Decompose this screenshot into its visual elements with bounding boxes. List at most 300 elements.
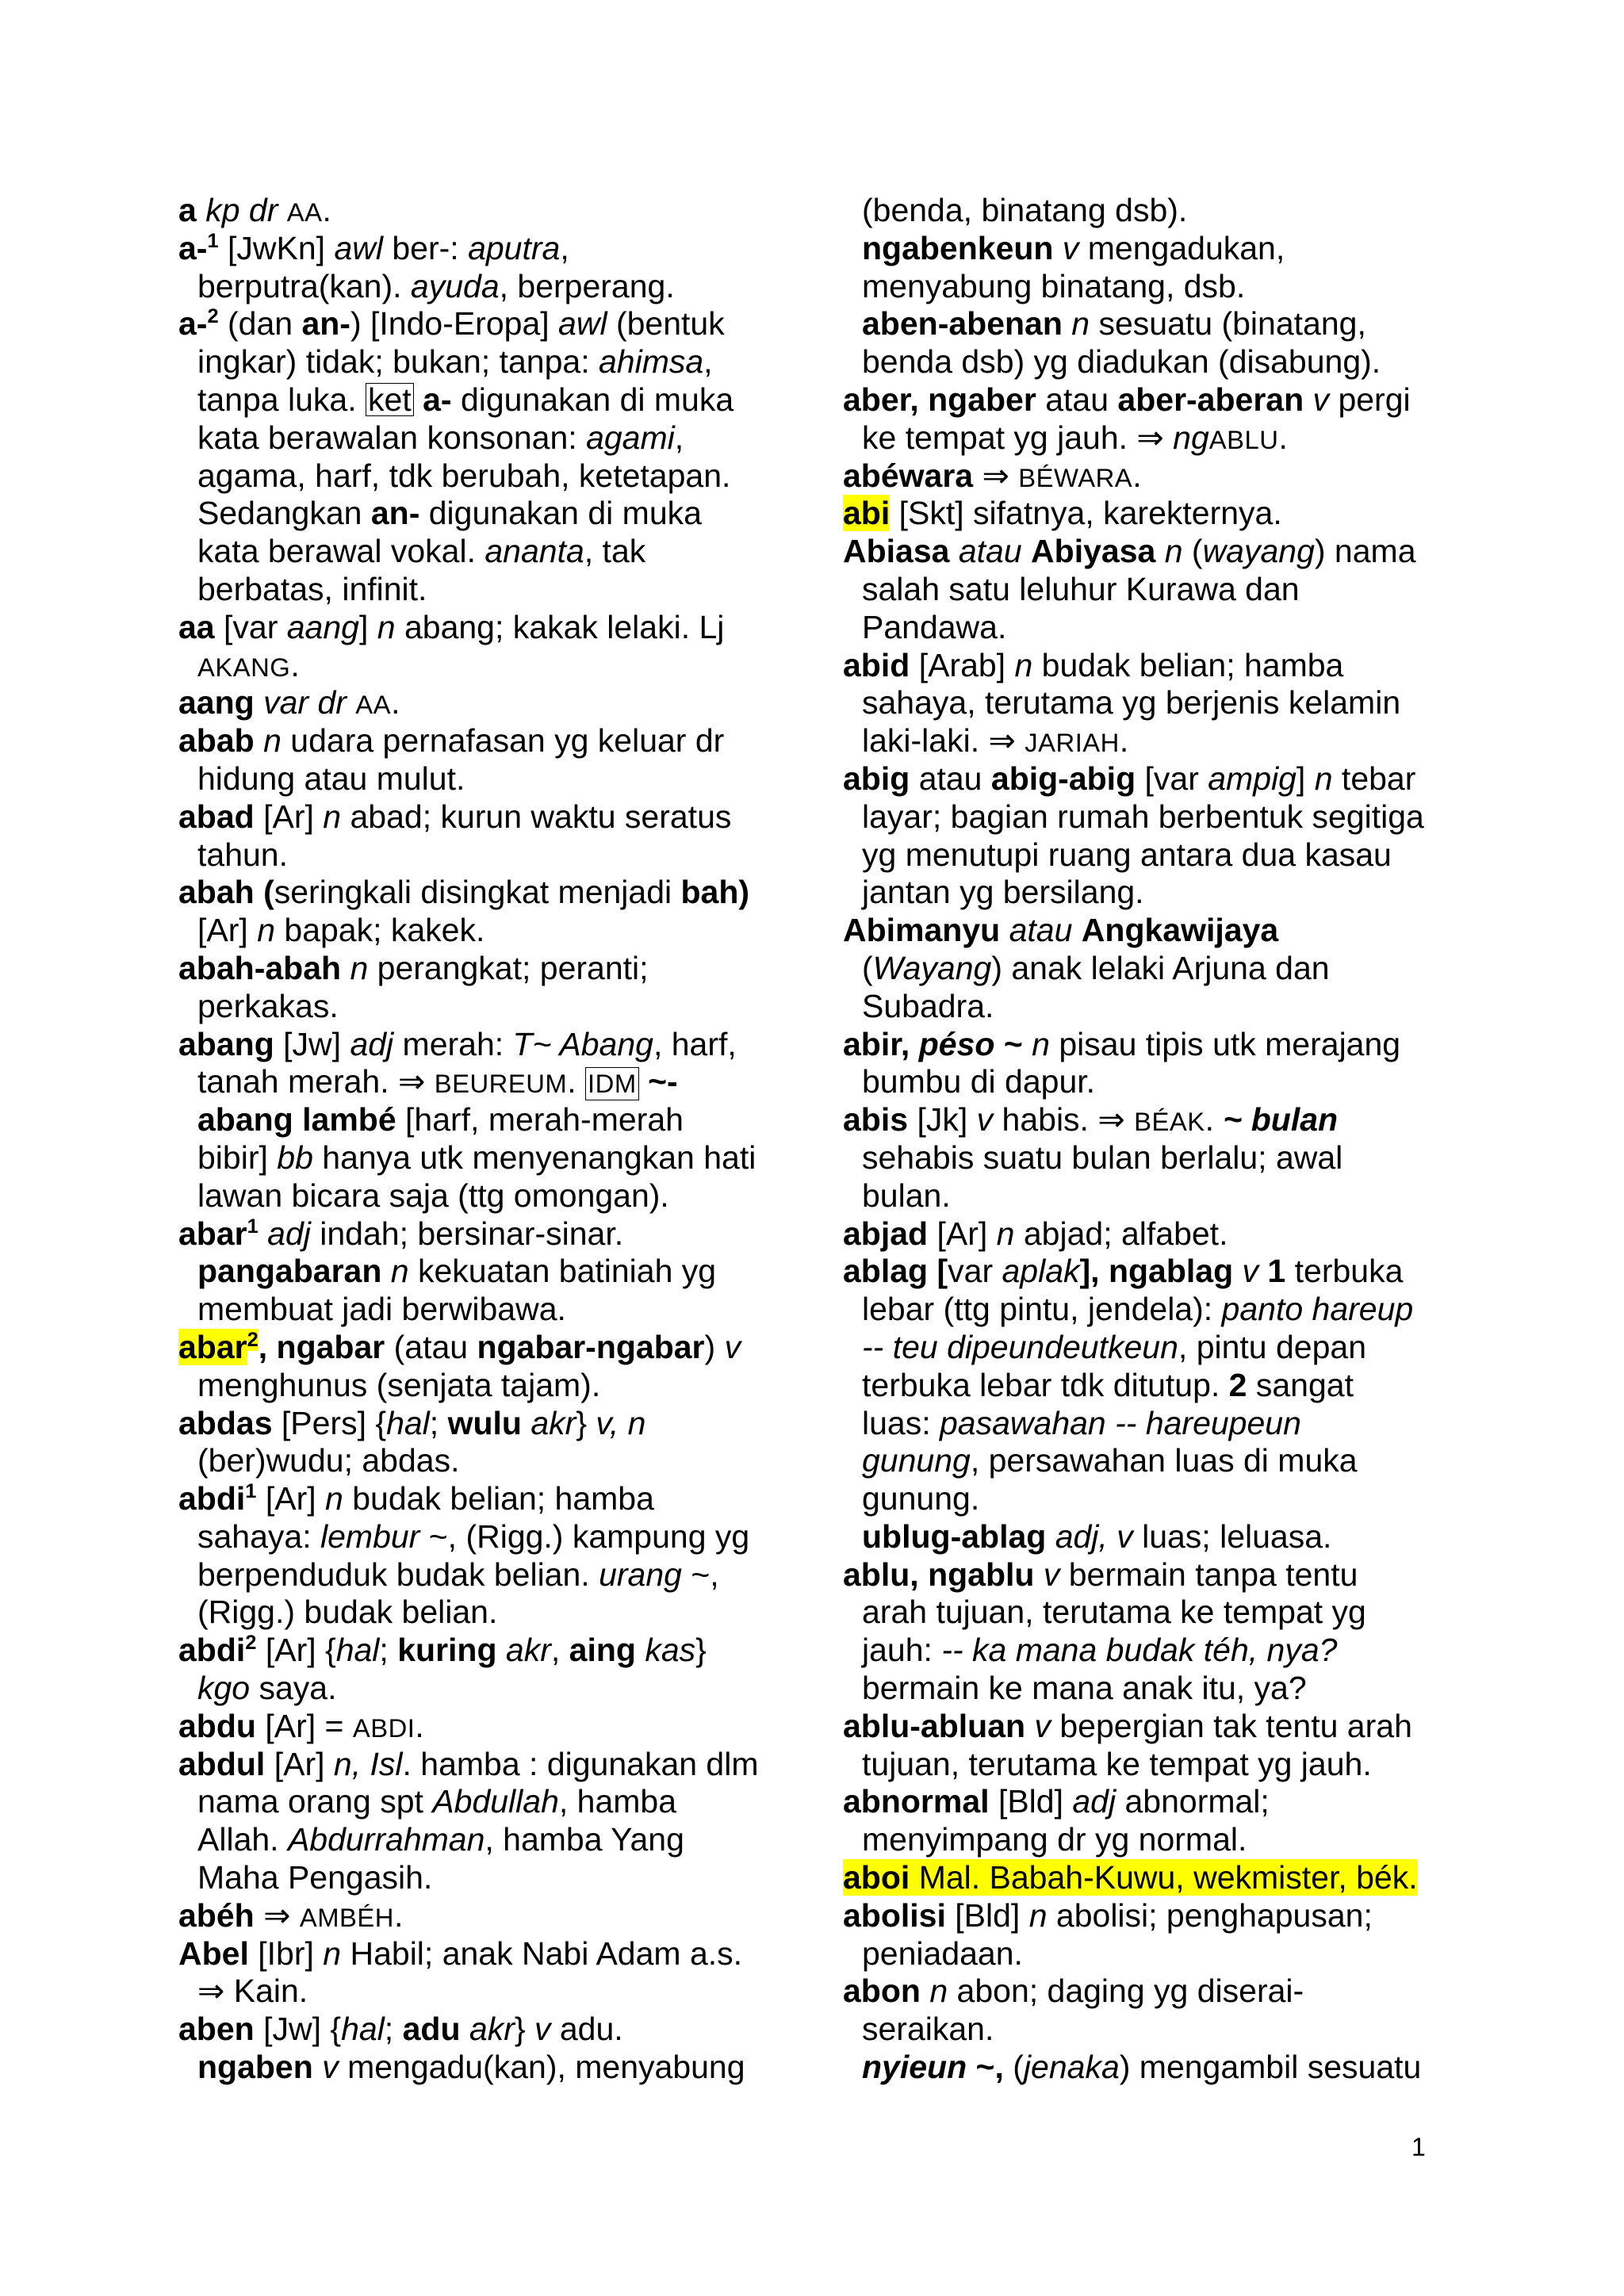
- text: ]: [1296, 760, 1315, 797]
- italic-text: n: [323, 1934, 350, 1972]
- text: peniadaan.: [862, 1934, 1023, 1972]
- dictionary-entry: [178, 1329, 797, 1405]
- dictionary-entry: [178, 2011, 797, 2087]
- homonym-number: 1: [247, 1215, 259, 1238]
- entry-continuation-line: [843, 1670, 1461, 1708]
- italic-text: v: [312, 2049, 348, 2086]
- entry-continuation-line: [178, 571, 797, 609]
- italic-text: gunung: [862, 1442, 971, 1479]
- entry-first-line: [178, 1329, 797, 1367]
- italic-text: hal: [341, 2011, 385, 2048]
- bold-text: Abiyasa: [1031, 533, 1156, 570]
- text: kekuatan batiniah yg: [417, 1253, 717, 1290]
- text: Allah.: [197, 1821, 288, 1858]
- dictionary-entry: [178, 1215, 797, 1329]
- dictionary-entry: [178, 192, 797, 230]
- left-column: [178, 192, 797, 2087]
- entry-continuation-line: [178, 268, 797, 306]
- bold-text: , ngabar: [258, 1328, 385, 1365]
- bold-text: an-: [301, 305, 350, 342]
- italic-text: -- teu dipeundeutkeun: [862, 1328, 1178, 1365]
- italic-text: n: [381, 1253, 418, 1290]
- text: ) mengambil sesuatu: [1119, 2049, 1422, 2086]
- bold-text: a-: [413, 381, 452, 418]
- cross-reference: ABLU: [1208, 424, 1279, 454]
- entry-continuation-line: [843, 950, 1461, 988]
- text: tebar: [1341, 760, 1416, 797]
- entry-continuation-line: [178, 2049, 797, 2087]
- bold-text: ~,: [967, 2049, 1004, 2086]
- text: , berperang.: [499, 267, 675, 304]
- headword: aber, ngaber: [843, 381, 1036, 418]
- entry-first-line: [178, 1897, 797, 1935]
- text: .: [290, 646, 300, 683]
- entry-continuation-line: [843, 874, 1461, 912]
- dictionary-entry: [178, 1405, 797, 1481]
- text: .: [1205, 1101, 1224, 1138]
- cross-reference: AMBÉH: [299, 1902, 394, 1932]
- entry-first-line: [178, 1632, 797, 1670]
- entry-continuation-line: [178, 1291, 797, 1329]
- text: [Ar]: [254, 798, 324, 835]
- text: }: [695, 1632, 707, 1669]
- italic-text: awl: [334, 229, 383, 266]
- text: [Ibr]: [248, 1934, 324, 1972]
- text: budak belian; hamba: [1041, 646, 1344, 683]
- entry-first-line: [843, 1973, 1461, 2011]
- headword: abah-abah: [178, 949, 342, 986]
- text: bermain tanpa tentu: [1068, 1556, 1358, 1593]
- dictionary-entry: [843, 760, 1461, 912]
- text: ~,: [681, 1556, 719, 1593]
- dictionary-entry: [843, 381, 1461, 457]
- italic-text: n: [257, 912, 285, 949]
- text: [Ar] =: [255, 1707, 353, 1744]
- cross-reference: AA: [286, 197, 323, 227]
- text: ,: [560, 229, 569, 266]
- text: .: [1278, 419, 1288, 456]
- dictionary-entry: [843, 1783, 1461, 1859]
- italic-text: n: [1314, 760, 1342, 797]
- italic-text: adj: [350, 1025, 394, 1062]
- dictionary-entry: [178, 1480, 797, 1632]
- text: ke tempat yg jauh. ⇒: [862, 419, 1174, 456]
- italic-text: n: [996, 1215, 1024, 1252]
- italic-text: n: [920, 1973, 957, 2010]
- italic-text: ng: [1173, 419, 1209, 456]
- text: var: [948, 1253, 1002, 1290]
- dictionary-entry: [843, 533, 1461, 646]
- headword: abad: [178, 798, 255, 835]
- entry-continuation-line: [843, 1329, 1461, 1367]
- text: , harf,: [653, 1025, 737, 1062]
- text: [Pers] {: [272, 1404, 387, 1441]
- text: sangat: [1247, 1366, 1354, 1403]
- entry-continuation-line: [178, 1821, 797, 1859]
- dictionary-entry: [178, 305, 797, 608]
- bold-text: abang lambé: [197, 1101, 396, 1138]
- italic-text: aputra: [468, 229, 561, 266]
- text: .: [322, 192, 331, 228]
- dictionary-entry: [178, 1897, 797, 1935]
- text: yg menutupi ruang antara dua kasau: [862, 836, 1392, 873]
- dictionary-entry: [843, 1859, 1461, 1897]
- entry-continuation-line: [843, 192, 1461, 230]
- entry-first-line: [843, 495, 1461, 533]
- cross-reference: AA: [355, 690, 392, 720]
- headword: abar: [178, 1215, 247, 1252]
- text: , tak: [584, 533, 646, 570]
- bold-text: ~: [994, 1025, 1023, 1062]
- text: ~, (Rigg.) kampung yg: [419, 1517, 750, 1555]
- bold-text: pangabaran: [197, 1253, 382, 1290]
- entry-continuation-line: [843, 1935, 1461, 1973]
- usage-label-box: IDM: [585, 1067, 639, 1100]
- italic-text: n: [1155, 533, 1192, 570]
- italic-text: akr: [460, 2011, 515, 2048]
- text: [Bld]: [989, 1783, 1073, 1820]
- entry-first-line: [178, 305, 797, 343]
- entry-continuation-line: [178, 1367, 797, 1405]
- italic-text: kas: [635, 1632, 696, 1669]
- text: [Ar]: [265, 1745, 334, 1782]
- headword: a-: [178, 305, 208, 342]
- italic-text: aang: [286, 608, 359, 645]
- text: bermain ke mana anak itu, ya?: [862, 1670, 1307, 1707]
- entry-continuation-line: [178, 381, 797, 419]
- italic-text: agami: [586, 419, 675, 456]
- dictionary-entry: [178, 230, 797, 306]
- italic-text: adj, v: [1046, 1517, 1143, 1555]
- entry-continuation-line: [178, 1139, 797, 1177]
- dictionary-entry: [843, 912, 1461, 1025]
- text: [JwKn]: [218, 229, 335, 266]
- bold-text: ngabar-ngabar: [477, 1328, 705, 1365]
- entry-continuation-line: [843, 419, 1461, 457]
- headword: abir,: [843, 1025, 919, 1062]
- entry-continuation-line: [178, 1101, 797, 1139]
- text: berpenduduk budak belian.: [197, 1556, 599, 1593]
- cross-reference: JARIAH: [1025, 728, 1120, 758]
- italic-text: ayuda: [410, 267, 500, 304]
- text: [Ar]: [256, 1480, 326, 1517]
- italic-text: ahimsa: [598, 343, 704, 381]
- entry-first-line: [843, 1897, 1461, 1935]
- entry-continuation-line: [843, 1405, 1461, 1443]
- bold-text: wulu: [447, 1404, 522, 1441]
- entry-continuation-line: [178, 495, 797, 533]
- bold-text: ublug-ablag: [862, 1517, 1047, 1555]
- headword: Abimanyu: [843, 912, 1001, 949]
- text: Subadra.: [862, 987, 994, 1024]
- homonym-number: 1: [245, 1479, 257, 1502]
- text: ⇒: [973, 457, 1019, 494]
- dictionary-entry: [843, 1708, 1461, 1784]
- entry-continuation-line: [178, 343, 797, 381]
- text: digunakan di muka: [419, 495, 702, 532]
- entry-first-line: [178, 1708, 797, 1746]
- headword: abolisi: [843, 1896, 946, 1934]
- italic-text: n: [323, 798, 350, 835]
- dictionary-entry: [178, 609, 797, 685]
- italic-text: pasawahan -- hareupeun: [940, 1404, 1301, 1441]
- homonym-number: 2: [207, 305, 219, 328]
- italic-text: akr: [496, 1632, 551, 1669]
- headword: abon: [843, 1973, 921, 2010]
- italic-text: v: [1304, 381, 1339, 418]
- bold-text: péso: [918, 1025, 995, 1062]
- italic-text: v: [1233, 1253, 1268, 1290]
- entry-first-line: [178, 1405, 797, 1443]
- dictionary-entry: [178, 684, 797, 722]
- text: hidung atau mulut.: [197, 760, 465, 797]
- text: arah tujuan, terutama ke tempat yg: [862, 1594, 1366, 1631]
- dictionary-entry: [178, 874, 797, 950]
- italic-text: kp dr: [196, 192, 287, 228]
- dictionary-entry: [843, 1026, 1461, 1102]
- text: [Bld]: [945, 1896, 1029, 1934]
- text: [Skt] sifatnya, karekternya.: [890, 495, 1282, 532]
- text: abang; kakak lelaki. Lj: [395, 608, 725, 645]
- text: ⇒ Kain.: [197, 1973, 308, 2010]
- text: (: [1191, 533, 1203, 570]
- text: menyimpang dr yg normal.: [862, 1821, 1247, 1858]
- text: tujuan, terutama ke tempat yg jauh.: [862, 1745, 1372, 1782]
- text: benda dsb) yg diadukan (disabung).: [862, 343, 1381, 381]
- bold-text: Angkawijaya: [1081, 912, 1279, 949]
- entry-first-line: [178, 1935, 797, 1973]
- entry-first-line: [843, 457, 1461, 496]
- entry-continuation-line: [178, 419, 797, 457]
- text: bulan.: [862, 1177, 951, 1214]
- entry-continuation-line: [843, 722, 1461, 760]
- text: atau: [910, 760, 991, 797]
- entry-first-line: [178, 1746, 797, 1784]
- text: Mal. Babah-Kuwu, wekmister, bék.: [910, 1859, 1418, 1896]
- text: .: [393, 1896, 404, 1934]
- italic-text: aplak: [1002, 1253, 1080, 1290]
- headword: aa: [178, 608, 215, 645]
- text: ): [704, 1328, 725, 1365]
- italic-text: Abdullah: [432, 1783, 559, 1820]
- italic-text: panto hareup: [1221, 1291, 1414, 1328]
- entry-continuation-line: [178, 912, 797, 950]
- entry-continuation-line: [843, 1177, 1461, 1215]
- text: merah:: [393, 1025, 513, 1062]
- text: ;: [379, 1632, 398, 1669]
- text: salah satu leluhur Kurawa dan: [862, 570, 1300, 607]
- text: (dan: [218, 305, 302, 342]
- dictionary-entry: [178, 1026, 797, 1215]
- dictionary-entry: [843, 1556, 1461, 1708]
- headword: abar: [178, 1328, 247, 1365]
- cross-reference: ABDI: [352, 1712, 416, 1743]
- text: layar; bagian rumah berbentuk segitiga: [862, 798, 1424, 835]
- headword: abang: [178, 1025, 274, 1062]
- homonym-number: 1: [207, 229, 219, 252]
- headword: aben: [178, 2011, 255, 2048]
- text: abon; daging yg diserai-: [956, 1973, 1304, 2010]
- entry-first-line: [178, 1215, 797, 1253]
- dictionary-entry: [843, 1215, 1461, 1253]
- text: Pandawa.: [862, 608, 1007, 645]
- text: membuat jadi berwibawa.: [197, 1291, 566, 1328]
- dictionary-entry: [843, 457, 1461, 496]
- text: abnormal;: [1124, 1783, 1270, 1820]
- bold-text: ], ngablag: [1079, 1253, 1234, 1290]
- headword: abdi: [178, 1480, 246, 1517]
- dictionary-entry: [843, 1101, 1461, 1215]
- entry-continuation-line: [843, 1139, 1461, 1177]
- text: hanya utk menyenangkan hati: [322, 1138, 756, 1176]
- bold-text: nyieun: [862, 2049, 967, 2086]
- headword: aang: [178, 684, 255, 721]
- entry-first-line: [843, 1783, 1461, 1821]
- text: seraikan.: [862, 2011, 994, 2048]
- italic-text: n: [1014, 646, 1042, 683]
- cross-reference: BÉWARA: [1018, 462, 1133, 492]
- italic-text: v: [1025, 1707, 1060, 1744]
- headword: abi: [843, 495, 891, 532]
- entry-continuation-line: [178, 533, 797, 571]
- headword: a: [178, 192, 197, 228]
- entry-continuation-line: [843, 1442, 1461, 1480]
- bold-text: 1: [1267, 1253, 1286, 1290]
- headword: ablag [: [843, 1253, 948, 1290]
- entry-first-line: [178, 798, 797, 836]
- entry-first-line: [178, 1480, 797, 1518]
- entry-continuation-line: [178, 1783, 797, 1821]
- entry-first-line: [843, 1708, 1461, 1746]
- text: ingkar) tidak; bukan; tanpa:: [197, 343, 599, 381]
- entry-first-line: [843, 760, 1461, 798]
- text: pisau tipis utk merajang: [1059, 1025, 1401, 1062]
- italic-text: awl: [558, 305, 607, 342]
- entry-continuation-line: [843, 2011, 1461, 2049]
- headword: abid: [843, 646, 910, 683]
- italic-text: jenaka: [1023, 2049, 1120, 2086]
- entry-continuation-line: [178, 760, 797, 798]
- text: Sedangkan: [197, 495, 371, 532]
- entry-continuation-line: [843, 798, 1461, 836]
- text: ber-:: [382, 229, 469, 266]
- text: ,: [674, 419, 684, 456]
- dictionary-entry: [178, 1935, 797, 2011]
- text: .: [567, 1063, 586, 1100]
- text: nama orang spt: [197, 1783, 433, 1820]
- text: jauh:: [862, 1632, 942, 1669]
- text: luas:: [862, 1404, 940, 1441]
- text: bibir]: [197, 1138, 278, 1176]
- text: laki-laki. ⇒: [862, 722, 1025, 760]
- text: ;: [429, 1404, 448, 1441]
- text: ,: [550, 1632, 569, 1669]
- text: ⇒: [254, 1896, 300, 1934]
- entry-continuation-line: [178, 1670, 797, 1708]
- italic-text: var dr: [254, 684, 356, 721]
- dictionary-entry: [178, 1746, 797, 1897]
- headword: abah (: [178, 874, 274, 911]
- entry-first-line: [843, 533, 1461, 571]
- entry-continuation-line: [843, 2049, 1461, 2087]
- headword: abig: [843, 760, 910, 797]
- headword: abdu: [178, 1707, 256, 1744]
- bold-text: abig-abig: [990, 760, 1136, 797]
- headword: Abiasa: [843, 533, 950, 570]
- entry-first-line: [843, 1215, 1461, 1253]
- dictionary-entry: [178, 1632, 797, 1708]
- text: udara pernafasan yg keluar dr: [290, 722, 725, 760]
- text: sesuatu (binatang,: [1098, 305, 1366, 342]
- dictionary-entry: [843, 1253, 1461, 1556]
- entry-first-line: [843, 1859, 1461, 1897]
- bold-text: ngabenkeun: [862, 229, 1054, 266]
- bold-text: ~ bulan: [1223, 1101, 1339, 1138]
- text: lebar (ttg pintu, jendela):: [862, 1291, 1222, 1328]
- headword: Abel: [178, 1934, 249, 1972]
- headword: abéwara: [843, 457, 974, 494]
- italic-text: atau: [1000, 912, 1082, 949]
- text: , hamba: [558, 1783, 677, 1820]
- italic-text: Abdurrahman: [287, 1821, 485, 1858]
- text: terbuka: [1285, 1253, 1404, 1290]
- dictionary-entry: [843, 495, 1461, 533]
- italic-text: adj: [258, 1215, 320, 1252]
- entry-first-line: [843, 381, 1461, 419]
- text: [var: [1136, 760, 1208, 797]
- italic-text: hal: [335, 1632, 380, 1669]
- bold-text: aber-aberan: [1117, 381, 1304, 418]
- usage-label-box: ket: [366, 383, 414, 416]
- text: bapak; kakek.: [284, 912, 485, 949]
- entry-continuation-line: [843, 305, 1461, 343]
- homonym-number: 2: [247, 1328, 259, 1351]
- text: agama, harf, tdk berubah, ketetapan.: [197, 457, 731, 494]
- entry-first-line: [843, 912, 1461, 950]
- text: menghunus (senjata tajam).: [197, 1366, 601, 1403]
- dictionary-entry: [843, 192, 1461, 381]
- text: bumbu di dapur.: [862, 1063, 1096, 1100]
- entry-first-line: [178, 2011, 797, 2049]
- text: indah; bersinar-sinar.: [320, 1215, 624, 1252]
- text: kata berawal vokal.: [197, 533, 485, 570]
- italic-text: n, Isl: [333, 1745, 403, 1782]
- entry-continuation-line: [843, 1632, 1461, 1670]
- text: (: [1003, 2049, 1024, 2086]
- text: (atau: [385, 1328, 477, 1365]
- entry-continuation-line: [843, 609, 1461, 647]
- italic-text: v, n: [596, 1404, 646, 1441]
- text: [Ar]: [197, 912, 258, 949]
- text: . hamba : digunakan dlm: [402, 1745, 759, 1782]
- italic-text: n: [377, 608, 396, 645]
- entry-first-line: [178, 609, 797, 647]
- headword: abéh: [178, 1896, 255, 1934]
- text: lawan bicara saja (ttg omongan).: [197, 1177, 669, 1214]
- page-number: 1: [1411, 2133, 1426, 2161]
- entry-continuation-line: [178, 457, 797, 496]
- entry-continuation-line: [843, 1291, 1461, 1329]
- text: [Jw]: [274, 1025, 350, 1062]
- entry-first-line: [178, 684, 797, 722]
- italic-text: n: [254, 722, 291, 760]
- italic-text: v: [1053, 229, 1088, 266]
- headword: ablu-abluan: [843, 1707, 1026, 1744]
- headword: abdas: [178, 1404, 273, 1441]
- text: jantan yg bersilang.: [862, 874, 1144, 911]
- entry-first-line: [178, 950, 797, 988]
- text: (: [862, 949, 873, 986]
